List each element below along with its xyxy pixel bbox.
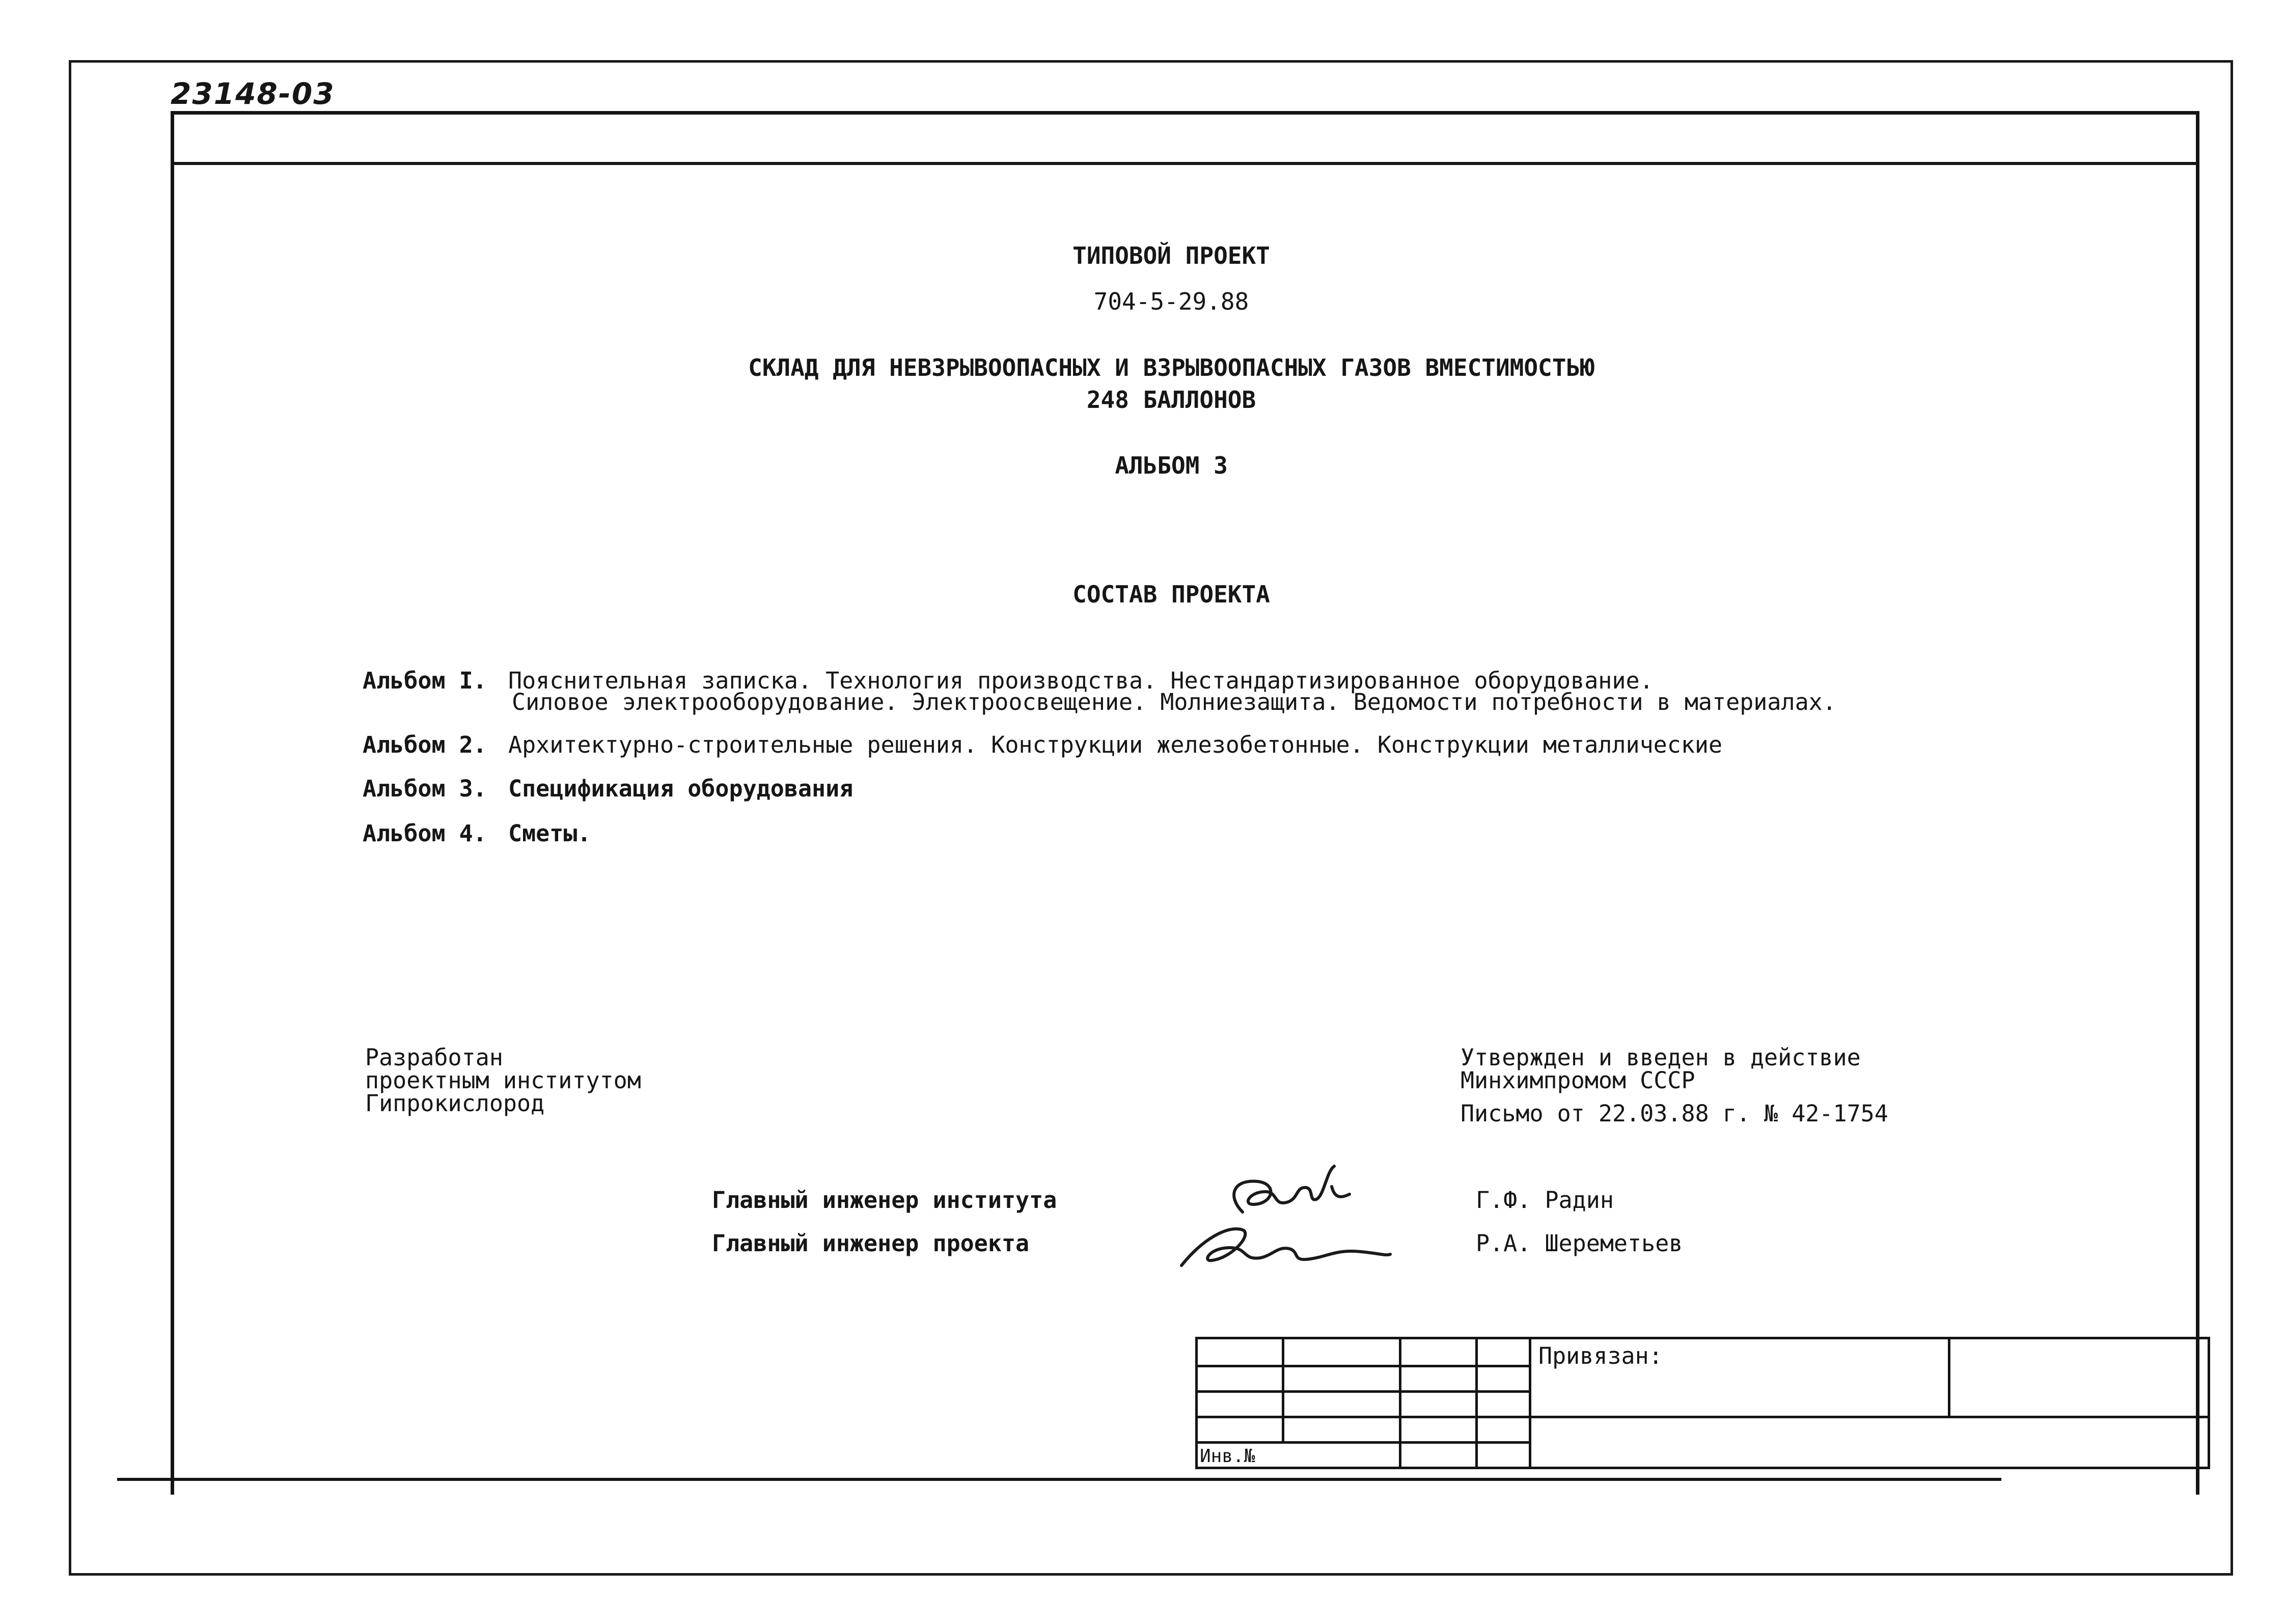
developer-line1: Разработан	[365, 1044, 503, 1071]
signature-2-image	[1171, 1209, 1400, 1276]
stamp-cell	[1400, 1417, 1477, 1443]
stamp-cell	[1477, 1392, 1530, 1417]
approval-line1: Утвержден и введен в действие	[1461, 1044, 1861, 1071]
stamp-cell	[1477, 1443, 1530, 1468]
album-4-label: Альбом 4.	[363, 820, 487, 847]
header-band-rule	[171, 162, 2196, 165]
inv-label: Инв.№	[1200, 1446, 1255, 1467]
album-2-label: Альбом 2.	[363, 731, 487, 758]
stamp-cell	[1283, 1417, 1400, 1443]
album-4-line1: Сметы.	[508, 820, 591, 847]
approval-line3: Письмо от 22.03.88 г. № 42-1754	[1461, 1100, 1888, 1127]
album-3-label: Альбом 3.	[363, 775, 487, 802]
album-title: АЛЬБОМ 3	[1115, 452, 1228, 479]
developer-line2: проектным институтом	[365, 1067, 641, 1094]
approval-line2: Минхимпромом СССР	[1461, 1067, 1695, 1094]
stamp-cell	[1530, 1417, 2209, 1468]
stamp-cell	[1477, 1366, 1530, 1392]
inv-cell	[1197, 1443, 1400, 1468]
signatory-1-name: Г.Ф. Радин	[1476, 1187, 1614, 1214]
stamp-cell	[1400, 1366, 1477, 1392]
project-name-line1: СКЛАД ДЛЯ НЕВЗРЫВООПАСНЫХ И ВЗРЫВООПАСНЫХ ГАЗОВ ВМЕСТИМОСТЬЮ	[748, 354, 1594, 381]
signatory-2-name: Р.А. Шереметьев	[1476, 1230, 1683, 1257]
project-name-line2: 248 БАЛЛОНОВ	[1086, 386, 1256, 414]
album-1-label: Альбом I.	[363, 667, 487, 694]
stamp-cell	[1197, 1366, 1283, 1392]
document-code: 23148-03	[171, 76, 335, 111]
bottom-rule	[117, 1478, 2001, 1481]
signatory-1-role: Главный инженер института	[712, 1187, 1057, 1214]
album-3-line1: Спецификация оборудования	[508, 775, 854, 802]
stamp-cell	[1283, 1392, 1400, 1417]
signatory-2-role: Главный инженер проекта	[712, 1230, 1030, 1257]
bound-label: Привязан:	[1538, 1342, 1663, 1369]
stamp-cell	[1197, 1417, 1283, 1443]
project-number: 704-5-29.88	[1093, 288, 1249, 315]
bound-cell	[1530, 1338, 1949, 1417]
stamp-cell	[1197, 1392, 1283, 1417]
stamp-cell	[1477, 1338, 1530, 1366]
album-2-line1: Архитектурно-строительные решения. Конструкции железобетонные. Конструкции металлические	[508, 731, 1723, 758]
stamp-cell	[1400, 1443, 1477, 1468]
album-1-line1: Пояснительная записка. Технология производства. Нестандартизированное оборудование.	[508, 667, 1654, 694]
stamp-cell	[1400, 1338, 1477, 1366]
title-type: ТИПОВОЙ ПРОЕКТ	[1072, 242, 1270, 269]
sheet-inner-frame	[171, 111, 2199, 1495]
developer-line3: Гипрокислород	[365, 1090, 545, 1117]
album-1-line2: Силовое электрооборудование. Электроосвещение. Молниезащита. Ведомости потребности в материалах.	[512, 689, 1836, 715]
stamp-cell	[1283, 1338, 1400, 1366]
stamp-cell	[1949, 1338, 2209, 1417]
stamp-cell	[1477, 1417, 1530, 1443]
stamp-table	[1195, 1337, 2210, 1469]
stamp-cell	[1197, 1338, 1283, 1366]
stamp-cell	[1400, 1392, 1477, 1417]
composition-heading: СОСТАВ ПРОЕКТА	[1072, 581, 1270, 608]
stamp-cell	[1283, 1366, 1400, 1392]
